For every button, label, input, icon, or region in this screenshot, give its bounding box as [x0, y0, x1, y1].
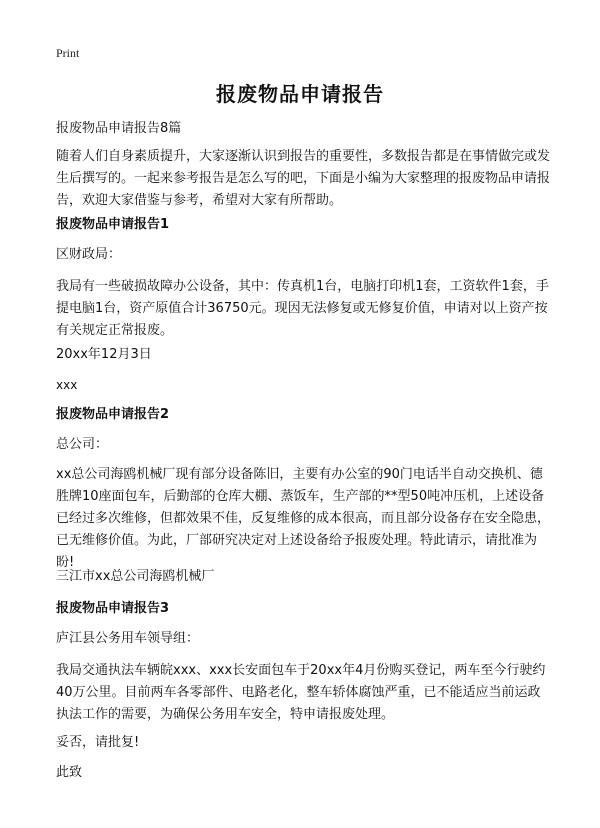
- section-3-sign-off: 此致: [56, 765, 83, 780]
- section-2-signature: 三江市xx总公司海鸥机械厂: [56, 569, 215, 584]
- intro-paragraph: 随着人们自身素质提升，大家逐渐认识到报告的重要性，多数报告都是在事情做完或发生后撰写的。一起来参考报告是怎么写的吧，下面是小编为大家整理的报废物品申请报告，欢迎大家借鉴与参考，希望对大家有所帮助。: [56, 149, 551, 208]
- section-3-salutation: 庐江县公务用车领导组：: [56, 631, 200, 646]
- section-1-signature: xxx: [56, 378, 78, 392]
- section-1-salutation: 区财政局：: [56, 247, 122, 262]
- section-3-body: 我局交通执法车辆皖xxx、xxx长安面包车于20xx年4月份购买登记，两车至今行驶约40万公里。目前两车各零部件、电路老化，整车轿体腐蚀严重，已不能适应当前运政执法工作的需要，为确保公务用车安全，特申请报废处理。: [56, 663, 546, 722]
- section-2-salutation: 总公司：: [56, 437, 109, 452]
- section-3-heading: 报废物品申请报告3: [56, 601, 170, 616]
- section-1-heading: 报废物品申请报告1: [56, 217, 170, 232]
- section-1-date: 20xx年12月3日: [56, 347, 152, 362]
- section-2-body: xx总公司海鸥机械厂现有部分设备陈旧，主要有办公室的90门电话半自动交换机、德胜牌10座面包车，后勤部的仓库大棚、蒸饭车，生产部的**型50吨冲压机，上述设备已经过多次维修，但都效果不佳，反复维修的成本很高，而且部分设备存在安全隐患，已无维修价值。为此，厂部研究决定对上述设备给予报废处理。特此请示，请批准为盼!: [56, 467, 551, 570]
- section-1-body: 我局有一些破损故障办公设备，其中：传真机1台，电脑打印机1套，工资软件1套，手提电脑1台，资产原值合计36750元。现因无法修复或无修复价值，申请对以上资产按有关规定正常报废。: [56, 279, 549, 338]
- print-label: Print: [56, 46, 80, 60]
- document-subtitle: 报废物品申请报告8篇: [56, 121, 182, 136]
- section-2-heading: 报废物品申请报告2: [56, 407, 170, 422]
- section-3-closing: 妥否，请批复!: [56, 735, 140, 750]
- document-title: 报废物品申请报告: [216, 82, 384, 106]
